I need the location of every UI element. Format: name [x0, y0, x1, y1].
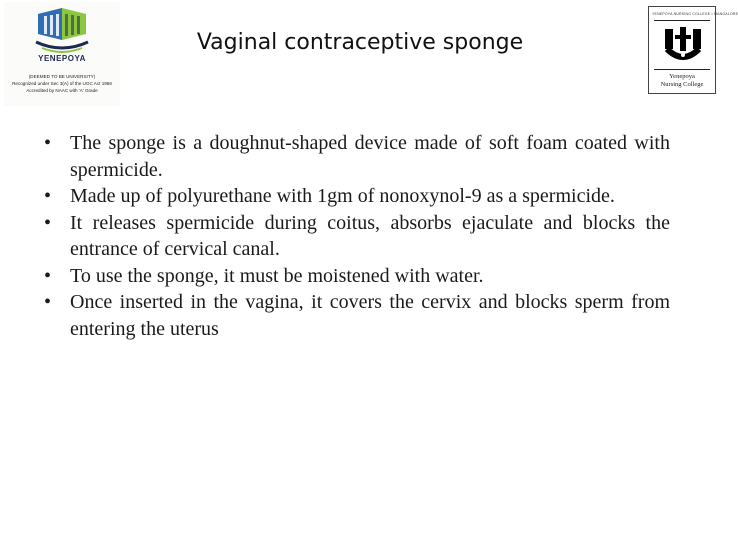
logo-divider — [654, 69, 710, 70]
nursing-college-logo — [648, 6, 738, 94]
college-name-line-1: Yenepoya — [669, 73, 695, 80]
university-logo — [4, 2, 120, 106]
college-name-line-2: Nursing College — [660, 81, 704, 88]
list-item — [44, 263, 670, 290]
bullet-icon: • — [44, 132, 52, 154]
bullet-text: The sponge is a doughnut-shaped device made of soft foam coated with spermicide. — [70, 132, 670, 181]
list-item — [44, 210, 670, 263]
university-tagline-2: Recognized under Sec 3(A) of the UGC Act 1956 — [12, 81, 112, 86]
logo-divider — [654, 20, 710, 21]
university-tagline-3: Accredited by NAAC with 'A' Grade — [26, 88, 98, 93]
bullet-text: To use the sponge, it must be moistened with water. — [70, 264, 484, 287]
bullet-icon: • — [44, 264, 52, 287]
list-item — [44, 289, 670, 342]
university-tagline-1: (DEEMED TO BE UNIVERSITY) — [28, 74, 96, 79]
list-item — [44, 130, 670, 183]
bullet-text: Once inserted in the vagina, it covers the cervix and blocks sperm from entering the uterus — [70, 291, 670, 340]
bullet-icon: • — [44, 291, 52, 313]
bullet-icon: • — [44, 185, 52, 207]
bullet-icon: • — [44, 211, 52, 234]
university-emblem-icon — [30, 6, 94, 56]
bullet-text: Made up of polyurethane with 1gm of nonoxynol-9 as a spermicide. — [70, 185, 615, 207]
slide-title: Vaginal contraceptive sponge — [196, 30, 524, 55]
ync-monogram-icon — [662, 25, 704, 67]
university-name: YENEPOYA — [38, 54, 86, 63]
list-item — [44, 183, 670, 210]
college-logo-header: YENEPOYA NURSING COLLEGE • MANGALORE — [652, 12, 738, 16]
bullet-list — [44, 130, 670, 342]
bullet-text: It releases spermicide during coitus, absorbs ejaculate and blocks the entrance of cervical canal. — [70, 211, 670, 260]
